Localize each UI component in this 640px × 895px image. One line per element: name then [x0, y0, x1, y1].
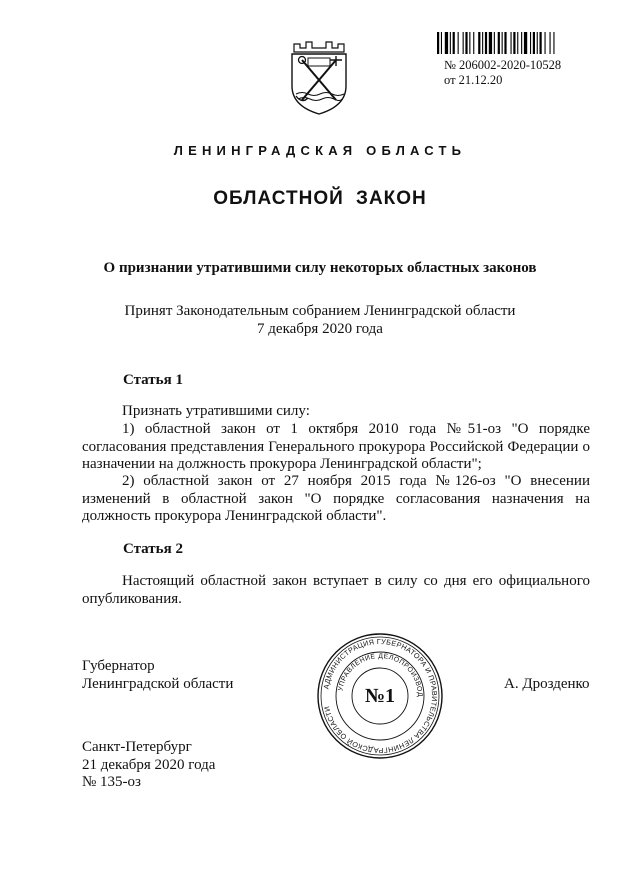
stamp-number: №1: [364, 684, 396, 707]
law-type-heading: ОБЛАСТНОЙ ЗАКОН: [213, 188, 427, 209]
article-1-heading: Статья 1: [123, 372, 183, 388]
article-1-intro: Признать утратившими силу:: [122, 403, 310, 419]
city: Санкт-Петербург: [82, 739, 192, 755]
registration-number: № 206002-2020-10528: [444, 58, 562, 72]
region-heading: ЛЕНИНГРАДСКАЯ ОБЛАСТЬ: [173, 143, 467, 158]
registration-info: [444, 58, 561, 88]
place-and-date: [82, 739, 215, 792]
stamp-inner-text: УПРАВЛЕНИЕ ДЕЛОПРОИЗВОД: [337, 652, 424, 698]
official-stamp: [316, 632, 444, 760]
adoption-info: [0, 302, 640, 338]
adoption-line-2: 7 декабря 2020 года: [257, 321, 383, 337]
adoption-line-1: Принят Законодательным собранием Ленинградской области: [124, 303, 516, 319]
article-2-text: Настоящий областной закон вступает в силу со дня его официального опубликования.: [82, 573, 590, 607]
signatory-position: [82, 658, 233, 693]
signing-date: 21 декабря 2020 года: [82, 756, 216, 773]
signatory-name: А. Дрозденко: [504, 676, 590, 692]
position-line-1: Губернатор: [82, 658, 155, 674]
barcode-image: [437, 32, 590, 54]
article-1-item-1: 1) областной закон от 1 октября 2010 года №51-оз "О порядке согласования представления Генерального прокурора Российской Федерации о назначении на должность прокурора Ленинградской области";: [82, 421, 590, 472]
article-2-heading: Статья 2: [123, 541, 183, 557]
law-number: № 135-оз: [82, 774, 141, 790]
registration-date: от 21.12.20: [444, 73, 503, 87]
position-line-2: Ленинградской области: [82, 675, 234, 692]
article-1-item-2: 2) областной закон от 27 ноября 2015 года №126-оз "О внесении изменений в областной закон "О порядке согласования назначения на должность прокурора Ленинградской области".: [82, 473, 590, 524]
law-title: О признании утратившими силу некоторых областных законов: [103, 260, 537, 276]
coat-of-arms-emblem: [286, 40, 352, 116]
stamp-outer-text: АДМИНИСТРАЦИЯ ГУБЕРНАТОРА И ПРАВИТЕЛЬСТВА ЛЕНИНГРАДСКОЙ ОБЛАСТИ: [321, 636, 440, 756]
